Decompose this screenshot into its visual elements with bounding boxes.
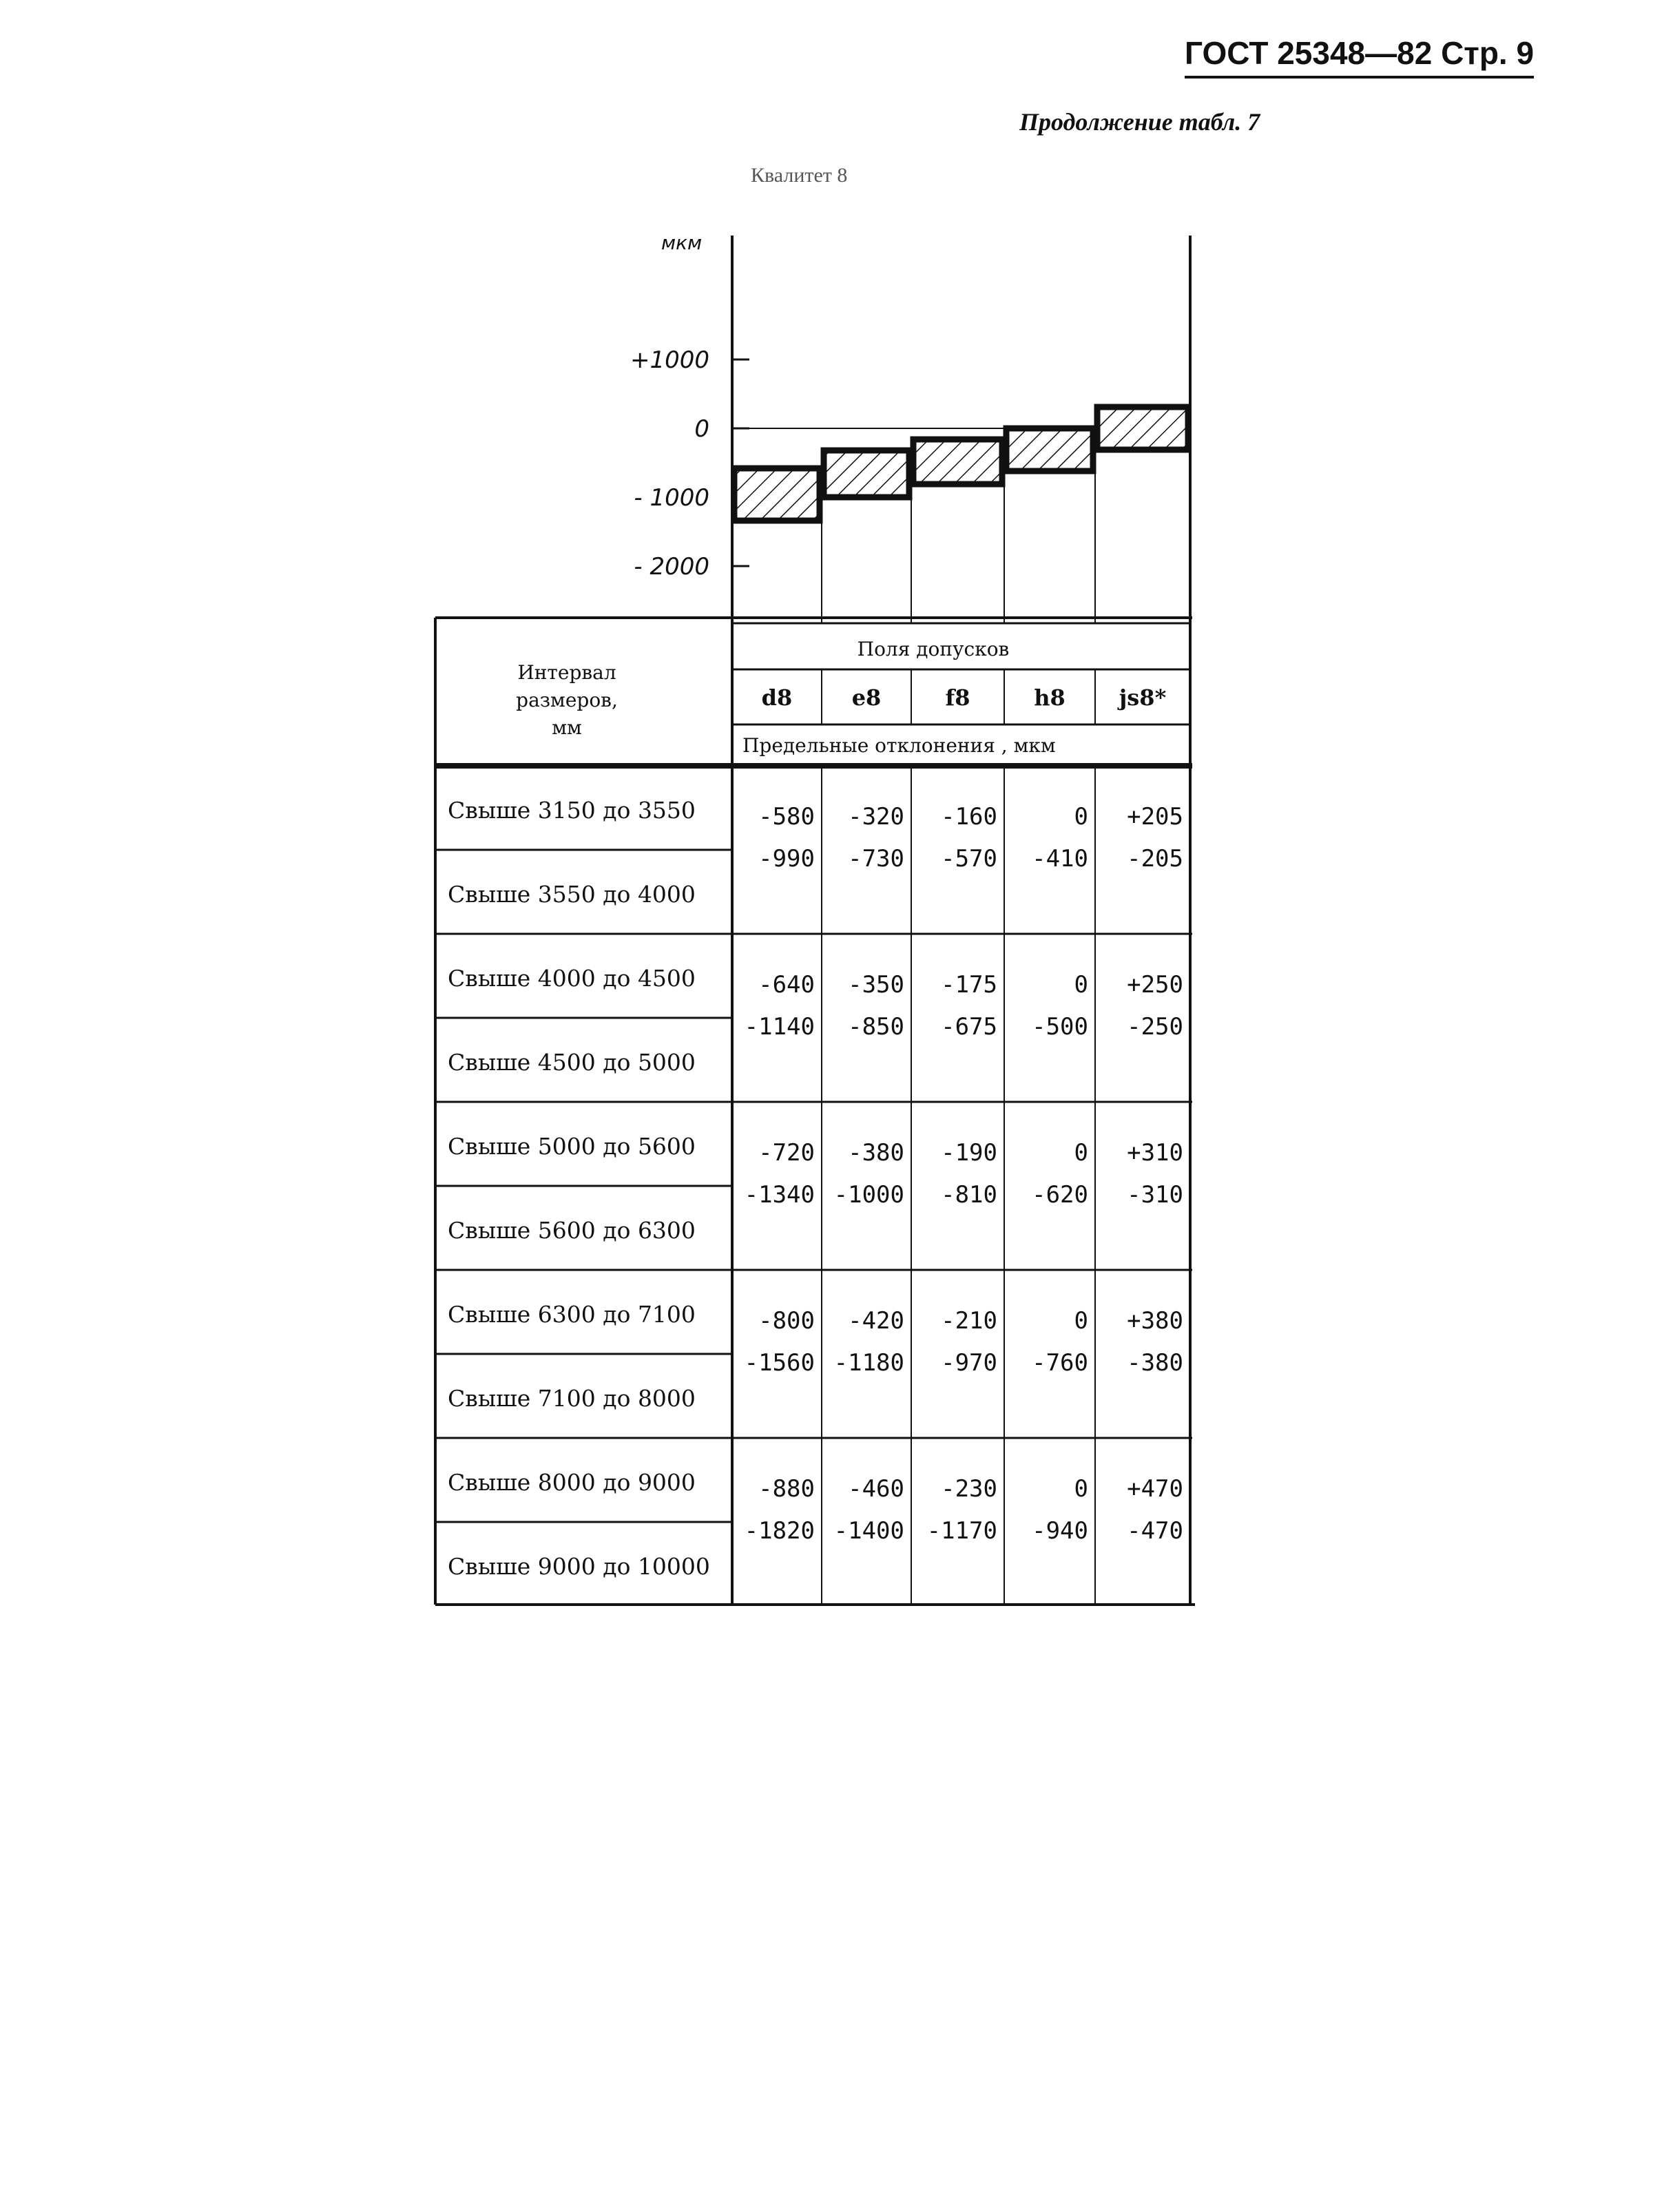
upper-deviation-value: -800 (758, 1307, 815, 1335)
upper-deviation-value: -420 (848, 1307, 904, 1335)
upper-deviation-value: -580 (758, 803, 815, 831)
tolerance-bar-h8 (1006, 428, 1093, 471)
lower-deviation-value: -1340 (744, 1181, 815, 1209)
field-name: js8* (1119, 685, 1167, 711)
upper-deviation-value: 0 (1074, 1475, 1088, 1503)
upper-deviation-value: -175 (941, 971, 997, 999)
upper-deviation-value: +380 (1127, 1307, 1183, 1335)
lower-deviation-value: -570 (941, 845, 997, 873)
lower-deviation-value: -850 (848, 1013, 904, 1041)
lower-deviation-value: -310 (1127, 1181, 1183, 1209)
interval-label: Свыше 6300 до 7100 (448, 1301, 696, 1328)
deviations-header: Предельные отклонения , мкм (742, 734, 1056, 757)
y-tick-label: - 2000 (634, 553, 709, 581)
interval-label: Свыше 3550 до 4000 (448, 881, 696, 908)
lower-deviation-value: -500 (1032, 1013, 1088, 1041)
field-name: f8 (945, 685, 970, 711)
lower-deviation-value: -1400 (833, 1517, 904, 1545)
upper-deviation-value: -380 (848, 1139, 904, 1167)
upper-deviation-value: -190 (941, 1139, 997, 1167)
interval-header-line-1: Интервал (517, 661, 616, 684)
lower-deviation-value: -940 (1032, 1517, 1088, 1545)
upper-deviation-value: -210 (941, 1307, 997, 1335)
lower-deviation-value: -810 (941, 1181, 997, 1209)
upper-deviation-value: +310 (1127, 1139, 1183, 1167)
tolerance-bar-js8 (1097, 407, 1188, 450)
upper-deviation-value: -350 (848, 971, 904, 999)
upper-deviation-value: +250 (1127, 971, 1183, 999)
page-header-title: ГОСТ 25348—82 Стр. 9 (1185, 34, 1534, 79)
upper-deviation-value: 0 (1074, 803, 1088, 831)
y-tick-label: +1000 (630, 346, 709, 374)
field-name: e8 (851, 685, 882, 711)
lower-deviation-value: -1140 (744, 1013, 815, 1041)
interval-label: Свыше 3150 до 3550 (448, 797, 696, 824)
y-tick-label: 0 (694, 415, 709, 443)
upper-deviation-value: 0 (1074, 1139, 1088, 1167)
lower-deviation-value: -380 (1127, 1349, 1183, 1377)
lower-deviation-value: -730 (848, 845, 904, 873)
lower-deviation-value: -1560 (744, 1349, 815, 1377)
lower-deviation-value: -620 (1032, 1181, 1088, 1209)
upper-deviation-value: -720 (758, 1139, 815, 1167)
deviation-table (435, 618, 1195, 1605)
interval-label: Свыше 9000 до 10000 (448, 1553, 710, 1580)
upper-deviation-value: 0 (1074, 1307, 1088, 1335)
lower-deviation-value: -410 (1032, 845, 1088, 873)
grade-label: Квалитет 8 (751, 164, 848, 187)
tolerance-bar-d8 (734, 468, 820, 521)
lower-deviation-value: -1180 (833, 1349, 904, 1377)
lower-deviation-value: -970 (941, 1349, 997, 1377)
fields-header: Поля допусков (857, 638, 1010, 660)
lower-deviation-value: -470 (1127, 1517, 1183, 1545)
upper-deviation-value: -460 (848, 1475, 904, 1503)
interval-label: Свыше 8000 до 9000 (448, 1469, 696, 1496)
field-name: d8 (761, 685, 793, 711)
lower-deviation-value: -675 (941, 1013, 997, 1041)
interval-label: Свыше 7100 до 8000 (448, 1385, 696, 1412)
interval-label: Свыше 5600 до 6300 (448, 1217, 696, 1244)
interval-header-line-3: мм (552, 716, 582, 739)
upper-deviation-value: -640 (758, 971, 815, 999)
field-name: h8 (1034, 685, 1065, 711)
interval-label: Свыше 4000 до 4500 (448, 965, 696, 992)
upper-deviation-value: -230 (941, 1475, 997, 1503)
lower-deviation-value: -760 (1032, 1349, 1088, 1377)
lower-deviation-value: -990 (758, 845, 815, 873)
lower-deviation-value: -250 (1127, 1013, 1183, 1041)
y-tick-label: - 1000 (634, 484, 709, 512)
upper-deviation-value: -320 (848, 803, 904, 831)
interval-header-line-2: размеров, (516, 689, 618, 711)
lower-deviation-value: -205 (1127, 845, 1183, 873)
upper-deviation-value: +205 (1127, 803, 1183, 831)
interval-label: Свыше 5000 до 5600 (448, 1133, 696, 1160)
lower-deviation-value: -1170 (926, 1517, 997, 1545)
upper-deviation-value: -880 (758, 1475, 815, 1503)
upper-deviation-value: -160 (941, 803, 997, 831)
interval-label: Свыше 4500 до 5000 (448, 1049, 696, 1076)
tolerance-bar-e8 (824, 450, 909, 497)
tolerance-bar-f8 (913, 439, 1002, 484)
table-continuation-label: Продолжение табл. 7 (1019, 108, 1260, 136)
tolerance-bars (734, 407, 1188, 521)
lower-deviation-value: -1000 (833, 1181, 904, 1209)
lower-deviation-value: -1820 (744, 1517, 815, 1545)
y-axis-unit: мкм (661, 231, 703, 254)
upper-deviation-value: 0 (1074, 971, 1088, 999)
upper-deviation-value: +470 (1127, 1475, 1183, 1503)
